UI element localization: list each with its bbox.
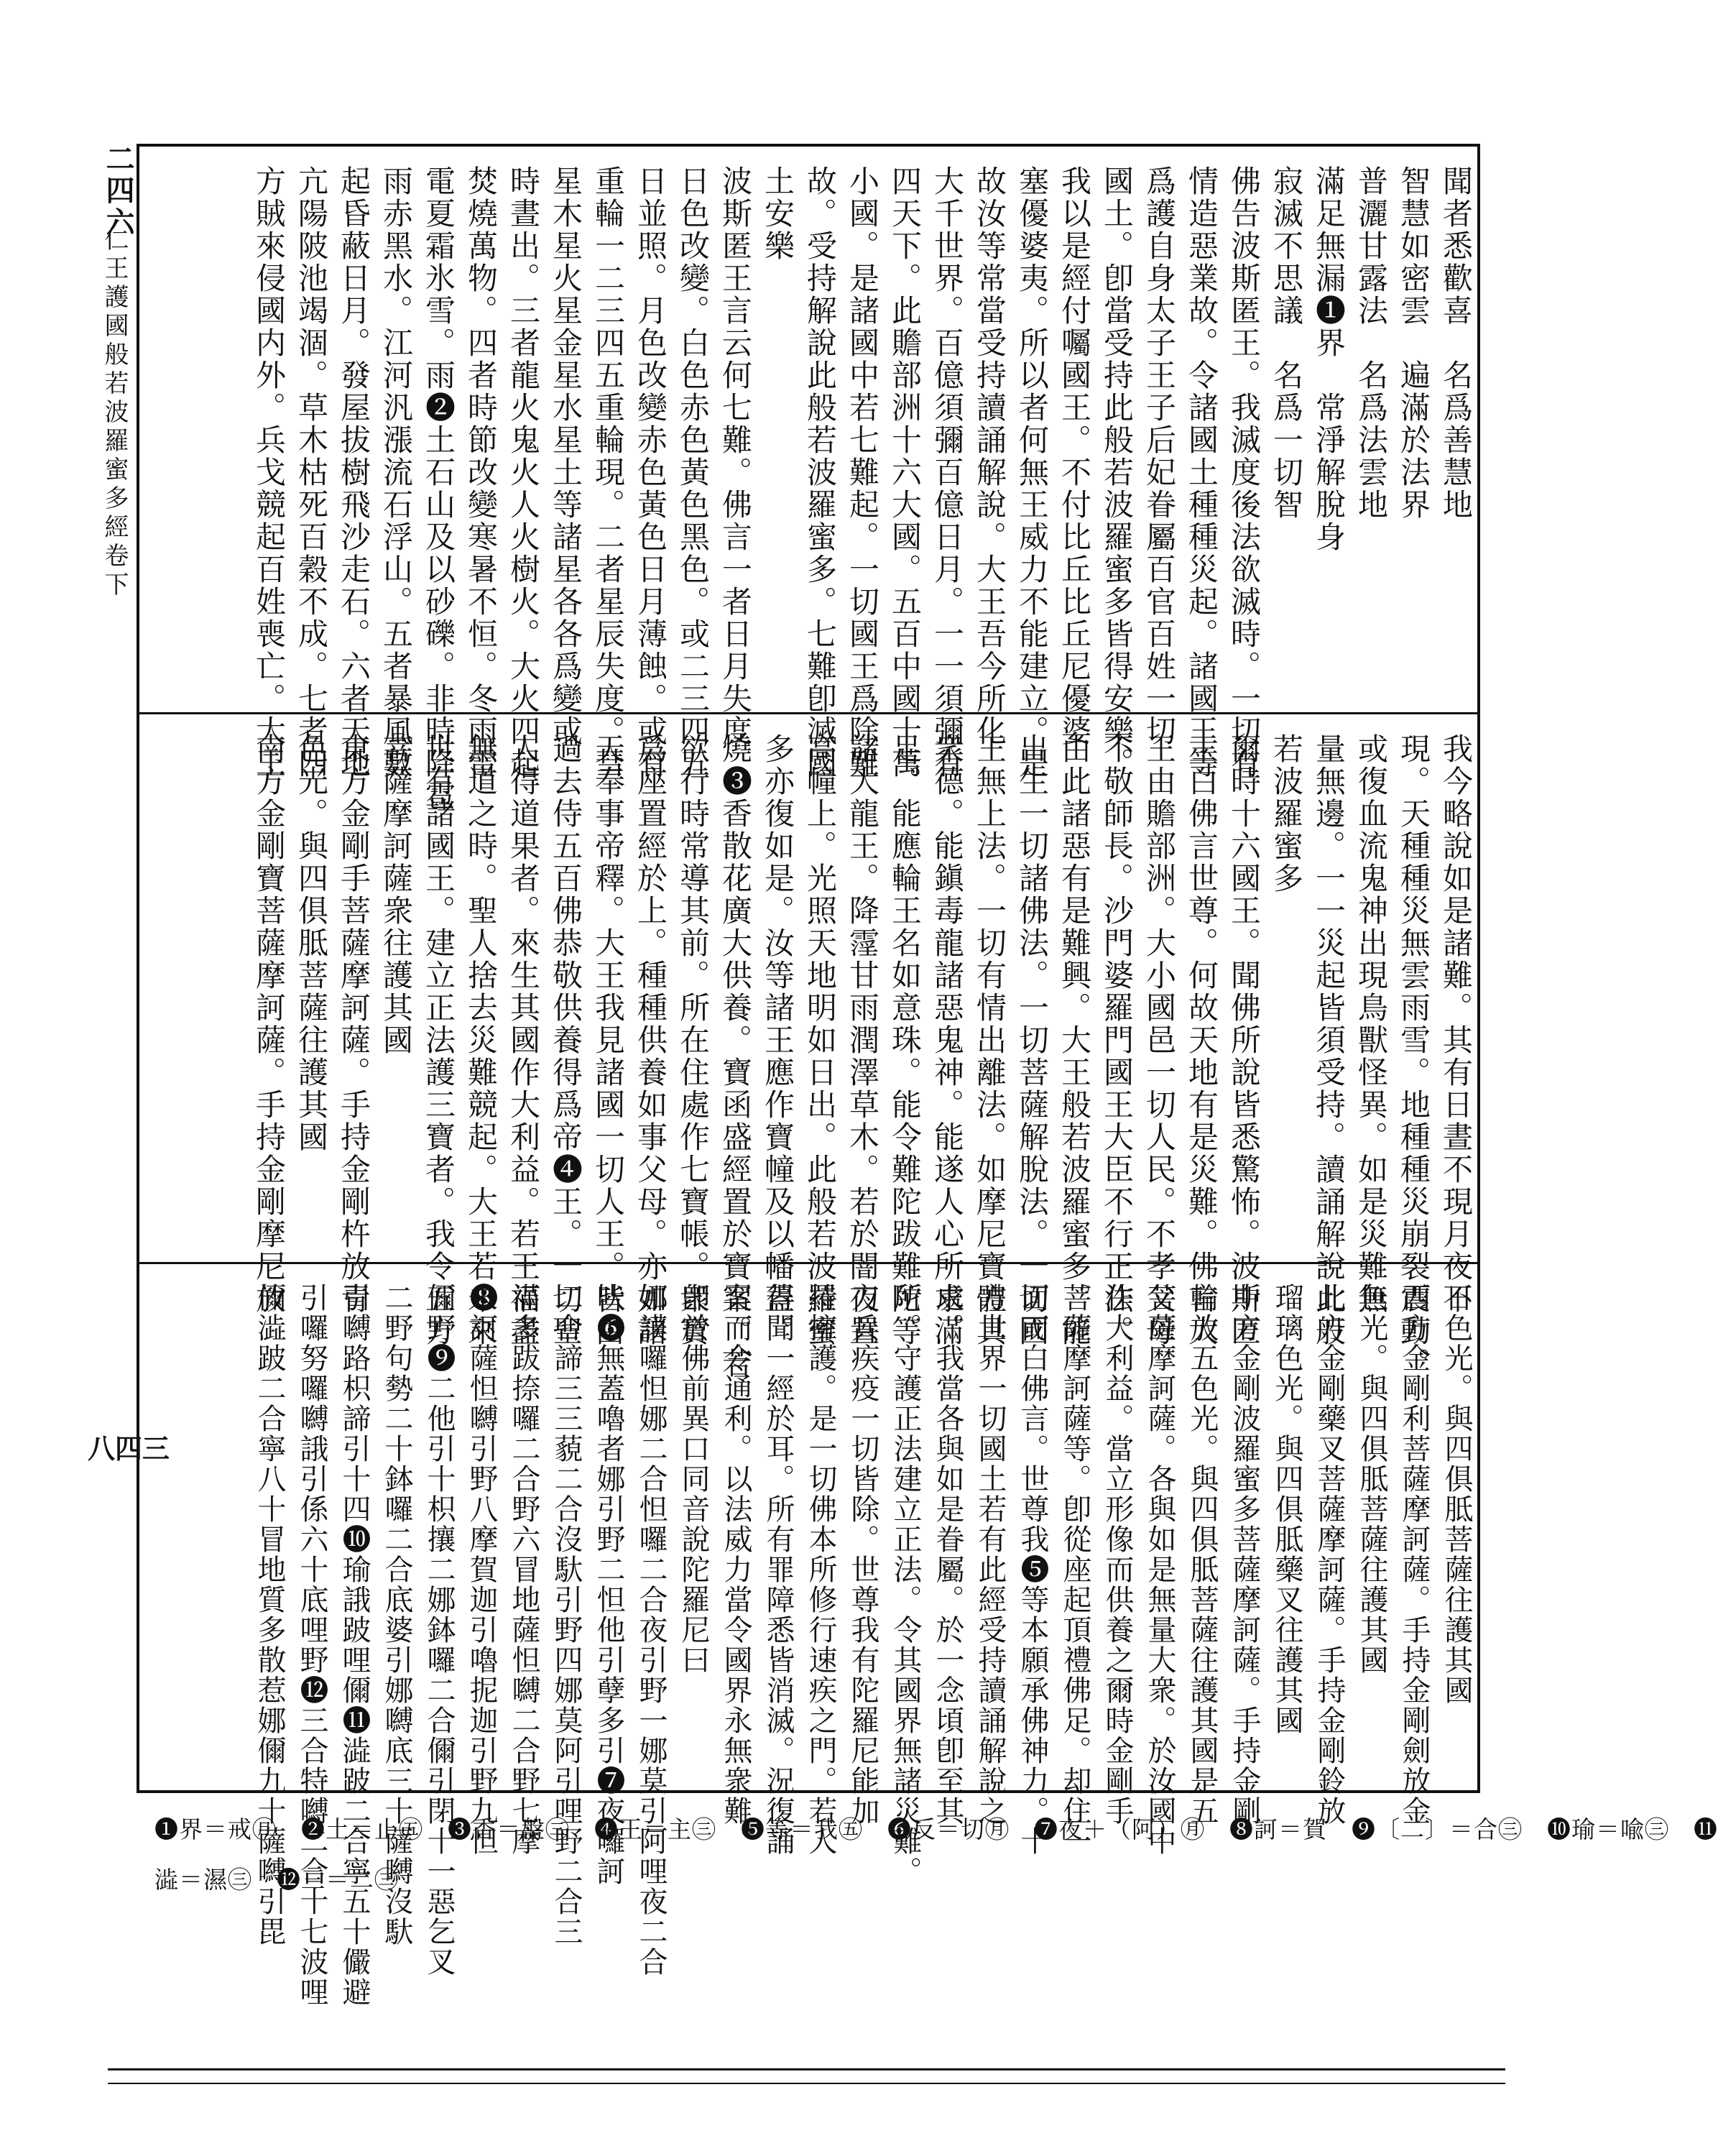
text-column: 焚燒萬物。四者時節改變寒暑不恒。冬雨雷: [463, 165, 499, 780]
text-column: 持擁護。是一切佛本所修行速疾之門。若人: [804, 1283, 837, 1856]
text-column: 天奉事帝釋。大王我見諸國一切人王。皆由: [591, 733, 626, 1348]
text-column: 無道之時。聖人捨去災難競起。大王若未來: [463, 733, 499, 1348]
text-column: 卽於佛前異口同音說陀羅尼曰: [677, 1283, 710, 1675]
text-column: 方賊來侵國内外。兵戈競起百姓喪亡。大王: [251, 165, 287, 780]
text-column: 面而白佛言。世尊我❺等本願承佛神力。十: [1016, 1283, 1049, 1856]
text-column: 或復血流鬼神出現鳥獸怪異。如是災難無: [1354, 733, 1389, 1315]
text-column: 吠❻無蓋嚕者娜引野二怛他引孽多引❼夜囉訶: [592, 1283, 625, 1886]
text-column: 二合諦三三藐二合沒馱引野四娜莫阿引哩野二合三: [550, 1283, 583, 1947]
text-column: 南方金剛寶菩薩摩訶薩。手持金剛摩尼放: [251, 733, 287, 1315]
text-column: 習而令通利。以法威力當令國界永無衆難。: [719, 1283, 752, 1856]
text-column: 菩薩摩訶薩等。卽從座起頂禮佛足。却住一: [1058, 1283, 1091, 1856]
text-column: 處。我當各與如是眷屬。於一念頃卽至其: [931, 1283, 964, 1826]
text-column: 引囉努囉嚩誐引係六十底哩野⓬三合特嚩二合十七波哩: [295, 1283, 328, 2007]
text-column: 星木星火星金星水星土等諸星各各爲變或: [548, 165, 583, 747]
page-number: 二四六: [101, 144, 135, 239]
text-column: ❽訶薩怛嚩引野八摩賀迦引嚕抳迦引野九怛: [465, 1283, 498, 1856]
text-column: 寂滅不思議 名爲一切智: [1269, 165, 1304, 521]
text-band-top: [139, 147, 1477, 812]
text-column: 娜謨囉怛娜二合怛囉二合夜引野一娜莫引阿哩夜二合: [634, 1283, 668, 1977]
text-column: 引嚩路枳諦引十四❿瑜誐跛哩儞⓫澁跛二合寧五十儼避: [338, 1283, 371, 2007]
text-band-middle: [139, 714, 1477, 1380]
text-column: 時晝出。三者龍火鬼火人火樹火。大火四起: [506, 165, 541, 780]
text-column: 方世界一切國土若有此經受持讀誦解說之: [974, 1283, 1007, 1826]
bottom-rule: [108, 2068, 1505, 2070]
text-column: 足。能應輪王名如意珠。能令難陀跋難陀等: [887, 733, 923, 1348]
text-column: 出生一切諸佛法。一切菩薩解脫法。一切國: [1015, 733, 1050, 1348]
text-column: 故汝等常當受持讀誦解說。大王吾今所化: [972, 165, 1007, 747]
text-column: 爾時十六國王。聞佛所說皆悉驚怖。波斯匿: [1227, 733, 1262, 1348]
text-column: 王無上法。一切有情出離法。如摩尼寶體具: [972, 733, 1007, 1348]
text-column: 刀兵疾疫一切皆除。世尊我有陀羅尼能加: [846, 1283, 879, 1826]
text-column: 國土。卽當受持此般若波羅蜜多皆得安樂。: [1099, 165, 1135, 780]
text-column: 滿多跋捺囉二合野六冒地薩怛嚩二合野七摩: [507, 1283, 540, 1856]
text-column: 塞優婆夷。所以者何無王威力不能建立。是: [1015, 165, 1050, 780]
text-column: 滿足無漏❶界 常淨解脫身: [1311, 165, 1347, 553]
text-column: 王由贍部洲。大小國邑一切人民。不孝父母: [1142, 733, 1177, 1348]
sutra-title: 仁王護國般若波羅蜜多經卷下: [100, 226, 129, 600]
text-column: 西方金剛利菩薩摩訶薩。手持金剛劍放金: [1398, 1283, 1431, 1826]
text-column: 所。守護正法建立正法。令其國界無諸災難。: [889, 1283, 922, 1886]
text-column: 土安樂: [760, 165, 795, 262]
text-column: 日並照。月色改變赤色黃色日月薄蝕。或有: [633, 165, 668, 780]
text-column: 世有諸國王。建立正法護三寶者。我令五方: [421, 733, 456, 1348]
text-column: 菩薩摩訶薩衆往護其國: [379, 733, 414, 1056]
text-column: 若波羅蜜多: [1269, 733, 1304, 895]
text-column: 佛告波斯匿王。我滅度後法欲滅時。一切有: [1227, 165, 1262, 780]
text-column: 過去侍五百佛恭敬供養得爲帝❹王。一切聖: [548, 733, 583, 1348]
text-column: 諸大龍王。降霪甘雨潤澤草木。若於闇夜置: [845, 733, 880, 1348]
text-column: 輪放五色光。與四俱胝菩薩往護其國是五: [1186, 1283, 1219, 1826]
text-column: 東方金剛手菩薩摩訶薩。手持金剛杵放青: [336, 733, 371, 1315]
text-column: 亢陽陂池竭涸。草木枯死百穀不成。七者四: [294, 165, 329, 780]
text-column: 燒❸香散花廣大供養。寶函盛經置於寶案。若: [718, 733, 753, 1380]
text-column: 日色改變。白色赤色黃色黑色。或二三四五: [675, 165, 711, 780]
text-column: 欲行時常導其前。所在住處作七寶帳。衆寶: [675, 733, 711, 1348]
text-column: 高幢上。光照天地明如日出。此般若波羅蜜: [803, 733, 838, 1348]
text-column: 日色光。與四俱胝菩薩往護其國: [1440, 1283, 1473, 1705]
text-column: 起昏蔽日月。發屋拔樹飛沙走石。六者天地: [336, 165, 371, 780]
text-column: 作大利益。當立形像而供養之爾時金剛手: [1101, 1283, 1134, 1826]
text-column: 小國。是諸國中若七難起。一切國王爲除難: [845, 165, 880, 780]
text-column: 現。天種種災無雲雨雪。地種種災崩裂震動。: [1396, 733, 1431, 1380]
band-columns: [248, 714, 1477, 1380]
band-columns: [248, 147, 1477, 812]
footnote-line: 澁＝濕㊂ ⓬三＝二㊂: [154, 1866, 399, 1894]
text-column: 儞野❾二他引十枳攘二娜鉢囉二合儞引閉十一惡乞叉: [422, 1283, 456, 1977]
text-column: 四天下。此贍部洲十六大國。五百中國十萬: [887, 165, 923, 780]
bottom-rule: [108, 2083, 1505, 2084]
text-column: 二野句勢二十鉢囉二合底婆引娜嚩底三十薩嚩沒馱: [380, 1283, 413, 1947]
text-column: 色光。與四俱胝菩薩往護其國: [1355, 1283, 1388, 1675]
text-column: 多亦復如是。汝等諸王應作寶幢及以幡蓋。: [760, 733, 795, 1348]
text-column: 瑠璃色光。與四俱胝藥叉往護其國: [1270, 1283, 1303, 1736]
footnote-line: ❶界＝戒㊊ ❷土＝止㊄ ❸香＝盤㊂ ❹王＝主㊂ ❺等＝我㊄ ❻反＝切㊊ ❼夜＋（阿）㊊ ❽訶＝賀 ❾〔二〕＝合㊂ ❿瑜＝喩㊂ ⓫: [154, 1815, 1718, 1843]
text-column: 智慧如密雲 遍滿於法界: [1396, 165, 1431, 521]
text-column: 雨赤黑水。江河汎漲流石浮山。五者暴風數: [379, 165, 414, 780]
text-column: 得聞一經於耳。所有罪障悉皆消滅。況復誦: [762, 1283, 795, 1856]
text-column: 普灑甘露法 名爲法雲地: [1354, 165, 1389, 521]
text-column: 我以是經付囑國王。不付比丘比丘尼優婆: [1057, 165, 1092, 747]
text-column: 爲座置經於上。種種供養如事父母。亦如諸: [633, 733, 668, 1348]
text-column: 由此諸惡有是難興。大王般若波羅蜜多。能: [1057, 733, 1092, 1348]
text-column: 王白佛言世尊。何故天地有是災難。佛言大: [1184, 733, 1219, 1348]
text-column: 北方金剛藥叉菩薩摩訶薩。手持金剛鈴放: [1313, 1283, 1346, 1826]
text-column: 中方金剛波羅蜜多菩薩摩訶薩。手持金剛: [1228, 1283, 1261, 1826]
text-column: 衆德。能鎭毒龍諸惡鬼神。能遂人心所求滿: [930, 733, 965, 1348]
text-column: 爲護自身太子王子后妃眷屬百官百姓一切: [1142, 165, 1177, 747]
text-column: 波斯匿王言云何七難。佛言一者日月失度: [718, 165, 753, 747]
side-page-number: 八四三: [88, 1432, 170, 1465]
text-column: 量無邊。一一災起皆須受持。讀誦解說此般: [1311, 733, 1347, 1348]
text-column: 故。受持解說此般若波羅蜜多。七難卽滅國: [803, 165, 838, 780]
text-column: 重輪一二三四五重輪現。二者星辰失度。彗: [591, 165, 626, 780]
text-column: 聞者悉歡喜 名爲善慧地: [1438, 165, 1474, 521]
text-column: 人得道果者。來生其國作大利益。若王福盡: [506, 733, 541, 1348]
text-column: 情造惡業故。令諸國土種種災起。諸國王等: [1184, 165, 1219, 780]
text-column: 我今略說如是諸難。其有日晝不現月夜不: [1438, 733, 1474, 1315]
text-column: 色光。與四俱胝菩薩往護其國: [294, 733, 329, 1153]
text-column: 菩薩摩訶薩。各與如是無量大衆。於汝國中: [1143, 1283, 1176, 1856]
text-column: 大千世界。百億須彌百億日月。一一須彌有: [930, 165, 965, 780]
text-column: 不敬師長。沙門婆羅門國王大臣不行正法。: [1099, 733, 1135, 1348]
text-column: 電夏霜氷雪。雨❷土石山及以砂礫。非時降雹: [421, 165, 456, 812]
text-column: 儞澁跛二合寧八十冒地質多散惹娜儞九十薩嚩引毘: [253, 1283, 286, 1947]
